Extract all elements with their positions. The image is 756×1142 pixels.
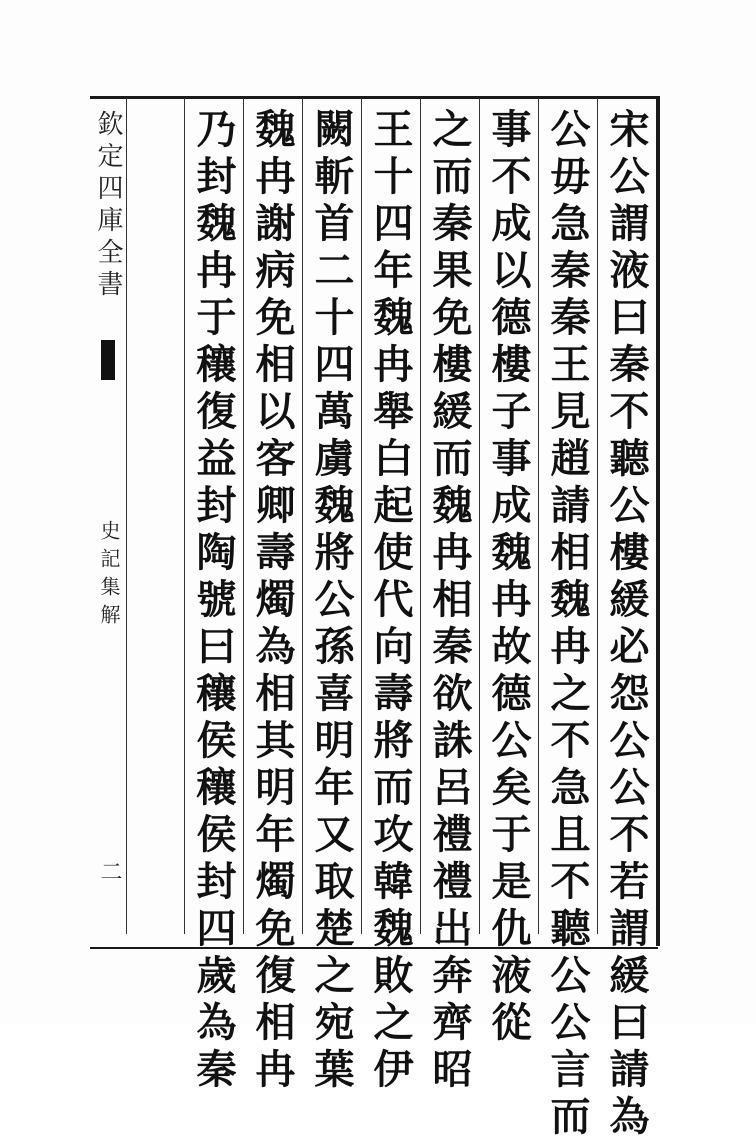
column-rule xyxy=(420,98,421,934)
text-column-3: 事不成以德樓子事成魏冉故德公矣于是仇液從 xyxy=(485,108,532,1048)
book-title: 史記集解 xyxy=(97,520,121,632)
text-column-2: 公毋急秦秦王見趙請相魏冉之不急且不聽公公言而 xyxy=(544,108,591,1142)
column-rule xyxy=(302,98,303,934)
column-rule xyxy=(538,98,539,934)
fish-tail-mark xyxy=(101,340,115,380)
column-rule xyxy=(126,98,127,934)
text-column-1: 宋公謂液曰秦不聽公樓緩必怨公公不若謂緩曰請為 xyxy=(603,108,650,1142)
column-rule xyxy=(597,98,598,934)
block-heart-margin xyxy=(91,100,125,940)
column-rule xyxy=(361,98,362,934)
text-column-7: 魏冉謝病免相以客卿壽燭為相其明年燭免復相冉 xyxy=(249,108,296,1095)
page-number: 二 xyxy=(97,860,122,882)
column-rule xyxy=(184,98,185,934)
column-rule xyxy=(479,98,480,934)
text-column-8: 乃封魏冉于穰復益封陶號曰穰侯穰侯封四歲為秦 xyxy=(190,108,237,1095)
text-column-5: 王十四年魏冉舉白起使代向壽將而攻韓魏敗之伊 xyxy=(367,108,414,1095)
text-column-6: 闕斬首二十四萬虜魏將公孫喜明年又取楚之宛葉 xyxy=(308,108,355,1095)
frame-right-border xyxy=(656,96,660,946)
text-column-4: 之而秦果免樓緩而魏冉相秦欲誅呂禮禮出奔齊昭 xyxy=(426,108,473,1095)
column-rule xyxy=(243,98,244,934)
collection-title: 欽定四庫全書 xyxy=(93,110,123,302)
